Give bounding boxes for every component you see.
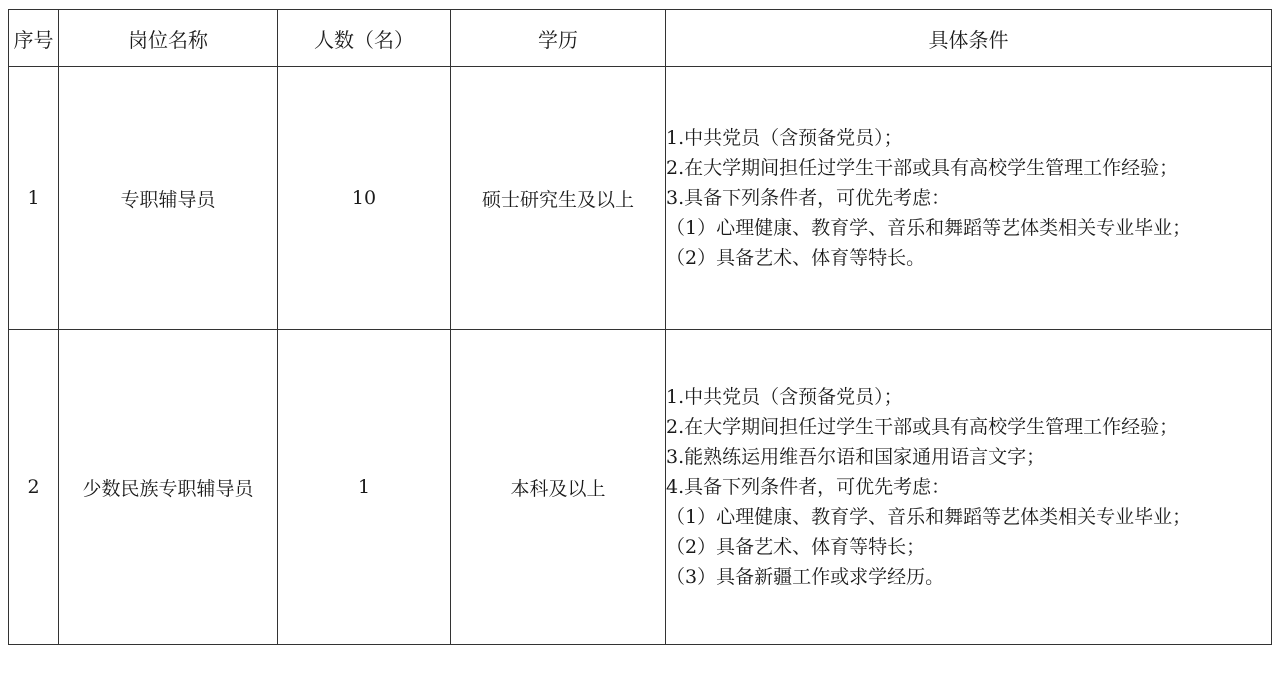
- row-education: 硕士研究生及以上: [451, 67, 666, 330]
- row-index: 2: [9, 330, 59, 645]
- header-position: 岗位名称: [59, 10, 278, 67]
- condition-line: 3.能熟练运用维吾尔语和国家通用语言文字；: [666, 446, 1046, 468]
- header-education: 学历: [451, 10, 666, 67]
- table-row: [9, 330, 1272, 645]
- condition-line: （2）具备艺术、体育等特长；: [666, 536, 926, 558]
- row-conditions: [666, 67, 1272, 330]
- condition-line: 1.中共党员（含预备党员）；: [666, 127, 903, 149]
- header-row: [9, 10, 1272, 67]
- condition-line: 3.具备下列条件者，可优先考虑：: [666, 187, 951, 209]
- recruitment-table: [8, 9, 1272, 645]
- row-index: 1: [9, 67, 59, 330]
- header-count: 人数（名）: [278, 10, 451, 67]
- condition-line: （3）具备新疆工作或求学经历。: [666, 566, 945, 588]
- header-index: 序号: [9, 10, 59, 67]
- row-count: 10: [278, 67, 451, 330]
- condition-line: 2.在大学期间担任过学生干部或具有高校学生管理工作经验；: [666, 416, 1179, 438]
- condition-line: 2.在大学期间担任过学生干部或具有高校学生管理工作经验；: [666, 157, 1179, 179]
- condition-line: （1）心理健康、教育学、音乐和舞蹈等艺体类相关专业毕业；: [666, 506, 1192, 528]
- row-position: 专职辅导员: [59, 67, 278, 330]
- row-position: 少数民族专职辅导员: [59, 330, 278, 645]
- condition-line: （2）具备艺术、体育等特长。: [666, 247, 926, 269]
- row-count: 1: [278, 330, 451, 645]
- condition-line: （1）心理健康、教育学、音乐和舞蹈等艺体类相关专业毕业；: [666, 217, 1192, 239]
- condition-line: 4.具备下列条件者，可优先考虑：: [666, 476, 951, 498]
- row-education: 本科及以上: [451, 330, 666, 645]
- condition-line: 1.中共党员（含预备党员）；: [666, 386, 903, 408]
- row-conditions: [666, 330, 1272, 645]
- header-conditions: 具体条件: [666, 10, 1272, 67]
- table-row: [9, 67, 1272, 330]
